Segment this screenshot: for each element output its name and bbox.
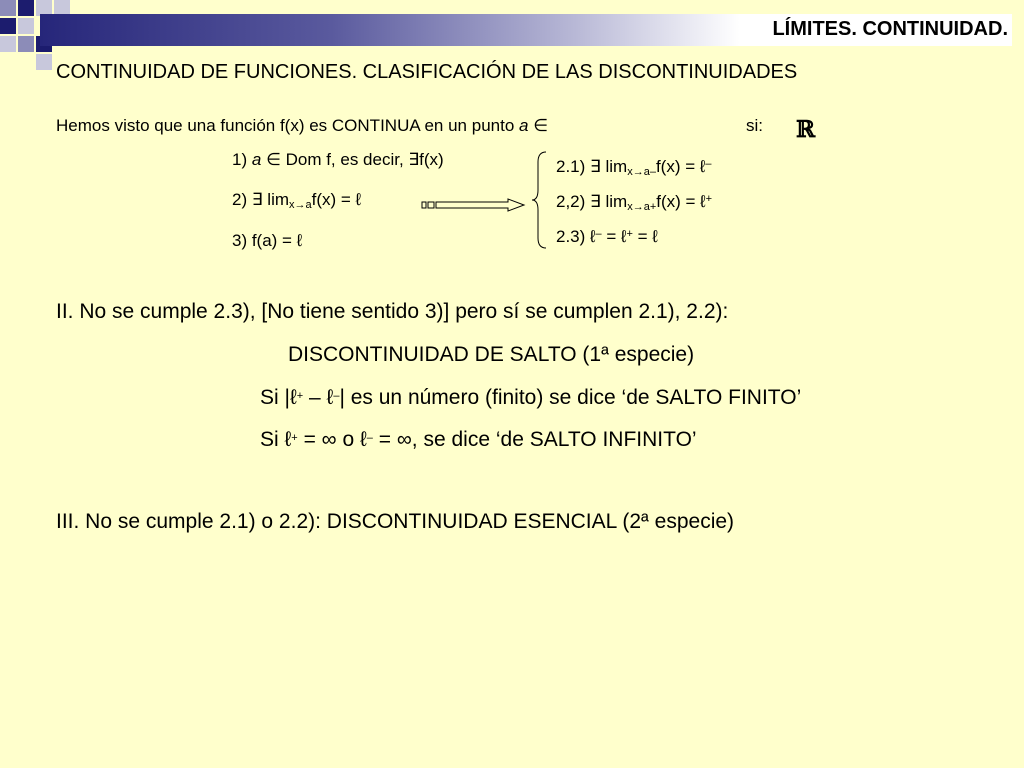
brace-icon (530, 150, 550, 250)
subcondition-2-1-rest: f(x) = ℓ (655, 157, 706, 176)
salto-infinito-sup: + (291, 432, 298, 444)
section-iii-heading: III. No se cumple 2.1) o 2.2): DISCONTINUIDAD ESENCIAL (2ª especie) (56, 510, 735, 533)
salto-finito-part: Si |ℓ (260, 386, 297, 409)
subcondition-2-3-sup: – (595, 228, 602, 240)
condition-1 (232, 150, 444, 170)
deco-square (18, 0, 34, 16)
subcondition-2-3-part: = ℓ (632, 227, 658, 246)
intro-si: si: (746, 116, 763, 135)
deco-square (18, 18, 34, 34)
condition-1-rest: ∈ Dom f, es decir, ∃f(x) (266, 150, 444, 169)
subcondition-2-2-rest: f(x) = ℓ (656, 192, 706, 211)
condition-2-rest: f(x) = ℓ (311, 190, 362, 209)
subcondition-2-2-subscript: x→a+ (627, 201, 657, 213)
section-ii-subheading: DISCONTINUIDAD DE SALTO (1ª especie) (288, 343, 695, 366)
condition-2-prefix: 2) ∃ lim (232, 190, 290, 209)
salto-infinito-sup: – (366, 432, 373, 444)
subcondition-2-3-part: = ℓ (601, 227, 627, 246)
condition-3: 3) f(a) = ℓ (232, 231, 303, 250)
salto-infinito-line (260, 428, 697, 452)
subcondition-2-1-superscript: – (705, 158, 712, 170)
condition-1-prefix: 1) (232, 150, 248, 169)
intro-text: Hemos visto que una función f(x) es CONTINUA en un punto (56, 116, 515, 135)
intro-elem-symbol: ∈ (533, 116, 549, 135)
deco-square (0, 36, 16, 52)
subcondition-2-1-prefix: 2.1) ∃ lim (556, 157, 628, 176)
section-ii-heading: II. No se cumple 2.3), [No tiene sentido 3)] pero sí se cumplen 2.1), 2.2): (56, 300, 729, 323)
deco-square (0, 18, 16, 34)
salto-infinito-part: Si ℓ (260, 428, 292, 451)
real-numbers-symbol: ℝ (796, 116, 816, 143)
salto-infinito-part: = ∞, se dice ‘de SALTO INFINITO’ (372, 428, 697, 451)
implies-arrow-icon (420, 196, 526, 216)
intro-var: a (519, 116, 529, 135)
subcondition-2-3 (556, 227, 658, 247)
salto-infinito-part: = ∞ o ℓ (297, 428, 367, 451)
intro-line (56, 116, 548, 136)
header-title: LÍMITES. CONTINUIDAD. (772, 18, 1008, 40)
condition-1-var: a (251, 150, 262, 169)
deco-square (18, 36, 34, 52)
salto-finito-sup: + (296, 390, 304, 402)
subcondition-2-1-subscript: x→a– (627, 166, 656, 178)
subcondition-2-2-prefix: 2,2) ∃ lim (556, 192, 628, 211)
subcondition-2-2-superscript: + (705, 193, 713, 205)
deco-square (36, 54, 52, 70)
condition-2-subscript: x→a (289, 199, 312, 211)
subcondition-2-3-part: 2.3) ℓ (556, 227, 596, 246)
subcondition-2-1 (556, 157, 712, 178)
subcondition-2-2 (556, 192, 712, 213)
subcondition-2-3-sup: + (626, 228, 633, 240)
salto-finito-part: | es un número (finito) se dice ‘de SALTO FINITO’ (339, 386, 802, 409)
salto-finito-sup: – (333, 390, 340, 402)
condition-2 (232, 190, 361, 211)
salto-finito-line (260, 386, 801, 410)
slide-title: CONTINUIDAD DE FUNCIONES. CLASIFICACIÓN DE LAS DISCONTINUIDADES (56, 61, 798, 83)
salto-finito-part: – ℓ (303, 386, 334, 409)
deco-square (0, 0, 16, 16)
